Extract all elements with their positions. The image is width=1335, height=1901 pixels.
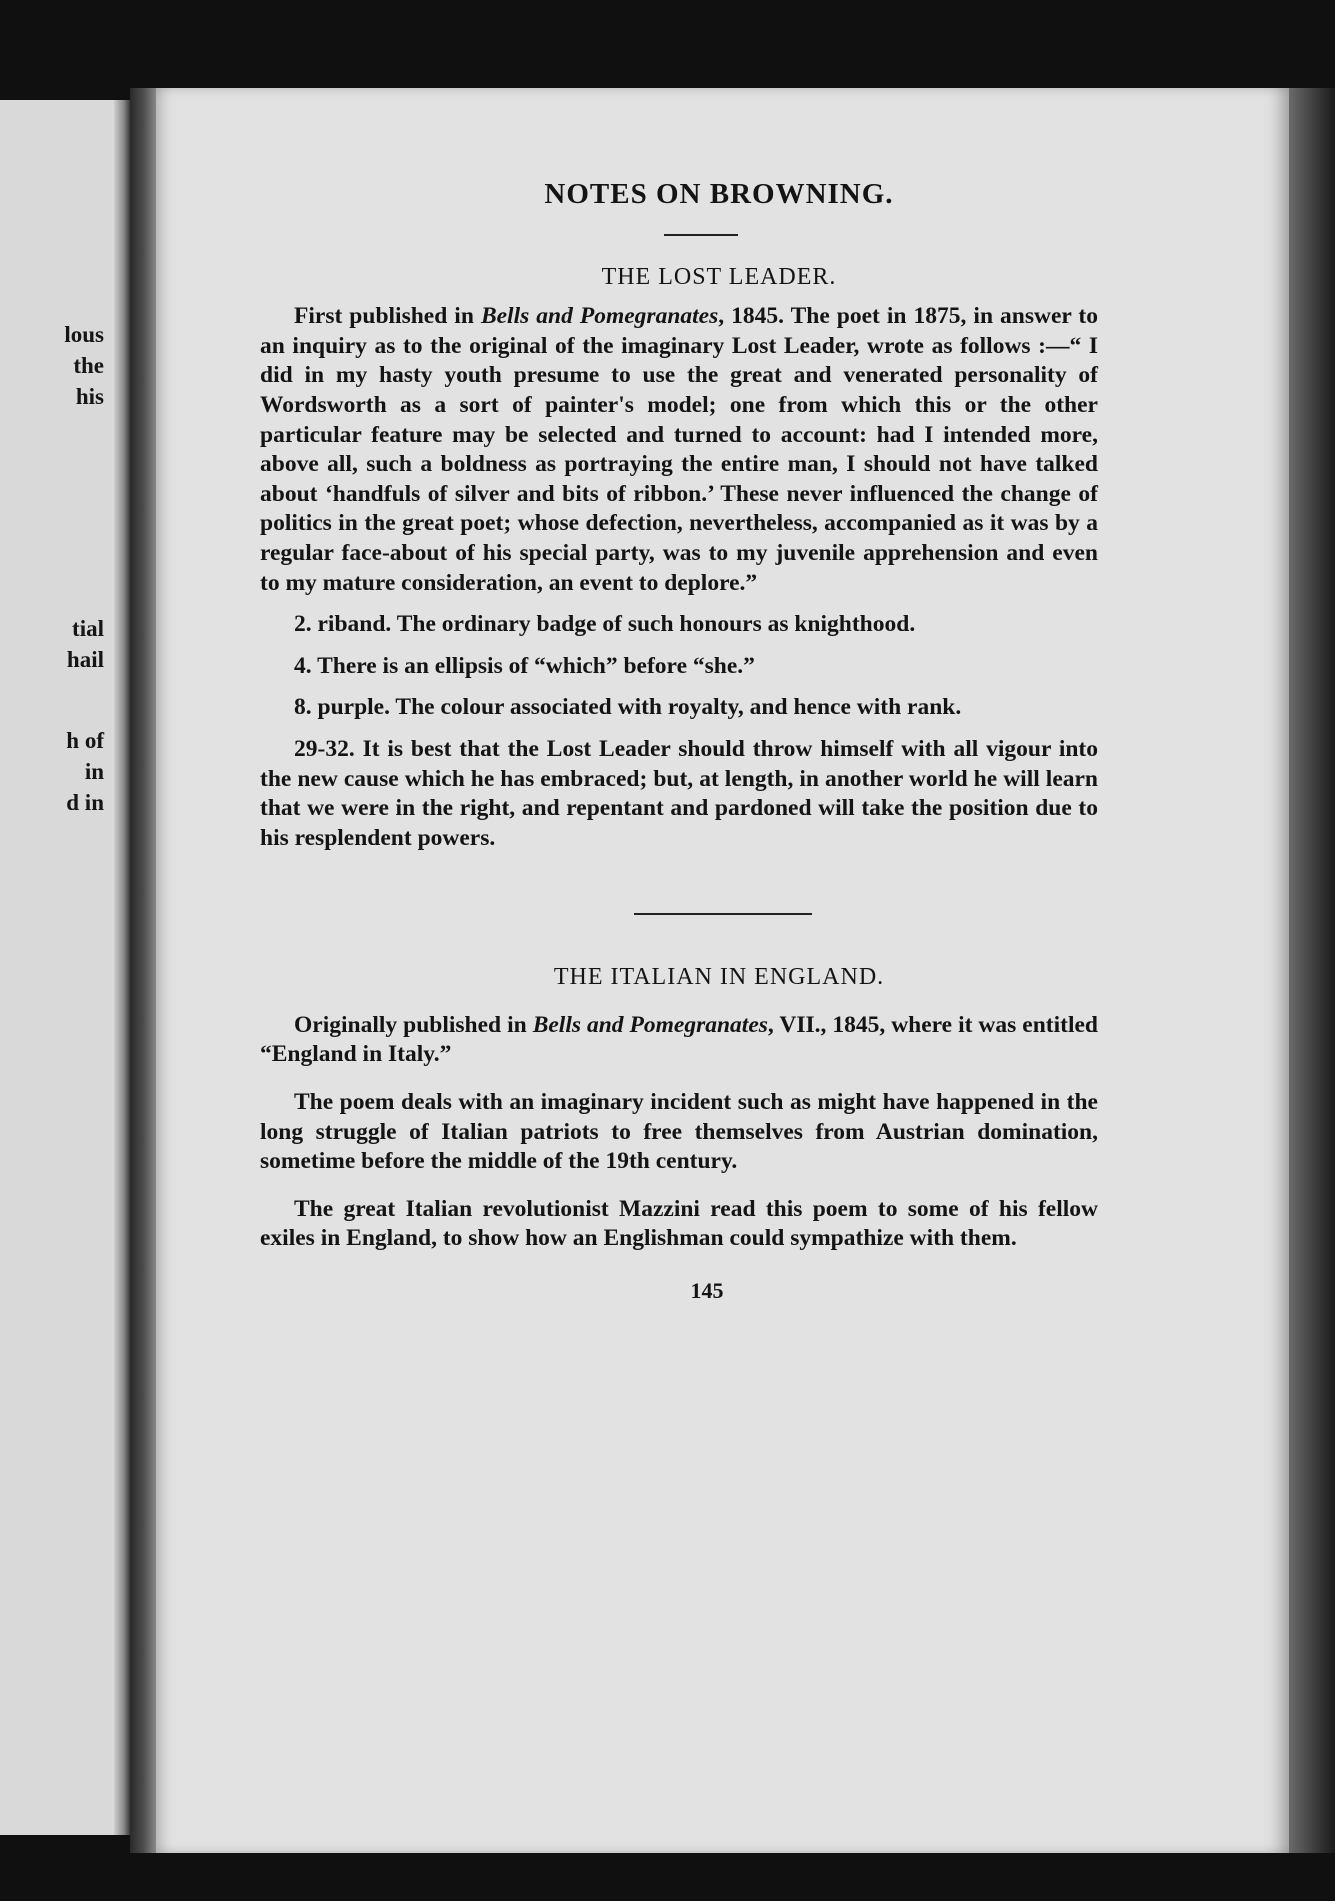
- left-page-fragment: d in: [66, 790, 104, 815]
- page-content: [260, 88, 1098, 1306]
- lost-leader-intro: First published in Bells and Pomegranates, 1845. The poet in 1875, in answer to an inquiry as to the original of the imaginary Lost Leader, wrote as follows :—“ I did in my hasty youth presume to use the great and venerated personality of Wordsworth as a sort of painter's model; one from which this or the other particular feature may be selected and turned to account: had I intended more, above all, such a boldness as portraying the entire man, I should not have talked about ‘handfuls of silver and bits of ribbon.’ These never influenced the change of politics in the great poet; whose defection, nevertheless, accompanied as it was by a regular face-about of his special party, was to my juvenile apprehension and even to my mature consideration, an event to deplore.”: [260, 303, 1098, 596]
- italian-paragraph: The poem deals with an imaginary incident such as might have happened in the long struggle of Italian patriots to free themselves from Austrian domination, sometime before the middle of the 19th century.: [260, 1089, 1098, 1175]
- italian-paragraph: The great Italian revolutionist Mazzini read this poem to some of his fellow exiles in England, to show how an Englishman could sympathize with them.: [260, 1195, 1098, 1252]
- section-title-italian-in-england: THE ITALIAN IN ENGLAND.: [553, 964, 885, 991]
- section-title-lost-leader: THE LOST LEADER.: [601, 263, 837, 290]
- italian-intro: Originally published in Bells and Pomegranates, VII., 1845, where it was entitled “England in Italy.”: [260, 1011, 1098, 1068]
- left-page-fragment: the: [73, 353, 104, 378]
- note-line: 29-32. It is best that the Lost Leader should throw himself with all vigour into the new cause which he has embraced; but, at length, in another world he will learn that we were in the right, and repentant and pardoned will take the position due to his resplendent powers.: [260, 735, 1098, 851]
- note-line: 4. There is an ellipsis of “which” before “she.”: [294, 652, 755, 679]
- section-divider: [634, 913, 812, 915]
- left-page-fragment: his: [75, 384, 104, 409]
- left-page-fragment: lous: [64, 322, 104, 347]
- previous-page: [0, 100, 130, 1835]
- current-page: [156, 88, 1289, 1853]
- note-line: 8. purple. The colour associated with royalty, and hence with rank.: [294, 694, 962, 721]
- title-divider: [664, 234, 738, 236]
- page-edge-shadow: [114, 100, 130, 1835]
- left-page-fragment: in: [84, 759, 104, 784]
- note-line: 2. riband. The ordinary badge of such honours as knighthood.: [294, 611, 916, 638]
- left-page-fragment: h of: [66, 728, 104, 753]
- page-number: 145: [690, 1278, 724, 1304]
- left-page-fragment: tial: [72, 616, 104, 641]
- page-title: NOTES ON BROWNING.: [544, 178, 894, 210]
- left-page-fragment: hail: [66, 647, 104, 672]
- page-edge-right: [1289, 88, 1335, 1853]
